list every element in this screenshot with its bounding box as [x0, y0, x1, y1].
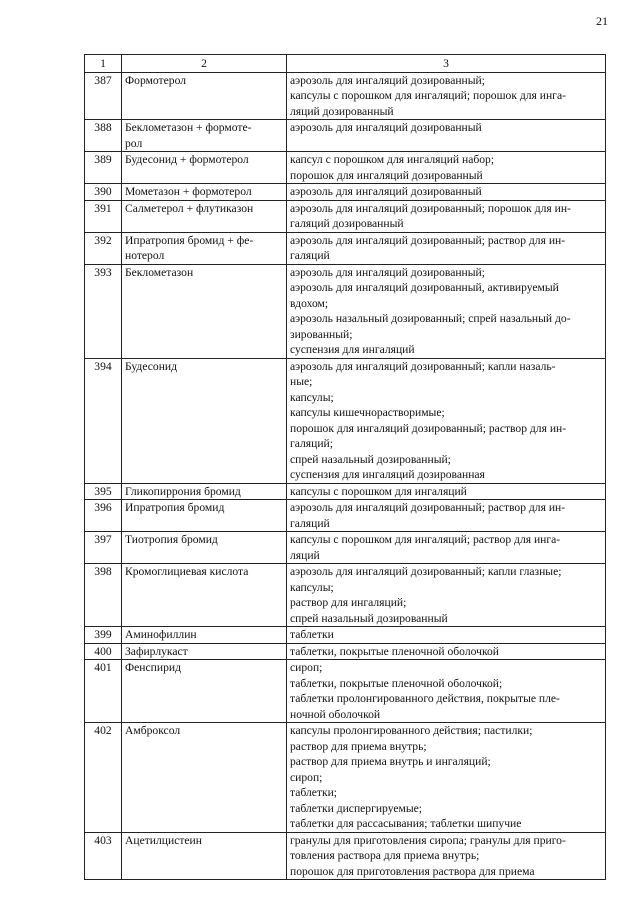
row-number: 399 [85, 627, 122, 644]
row-number: 388 [85, 120, 122, 152]
drug-name-cell [122, 184, 287, 201]
dosage-form-line: таблетки, покрытые пленочной оболочкой; [290, 676, 503, 690]
row-number: 391 [85, 200, 122, 232]
table-row [85, 723, 606, 833]
dosage-form-line: таблетки [290, 628, 334, 641]
table-row [85, 232, 606, 264]
dosage-form-line: капсул с порошком для ингаляций набор; [290, 153, 495, 166]
row-number: 398 [85, 564, 122, 627]
dosage-form-line: капсулы кишечнорастворимые; [290, 406, 445, 419]
drug-name-cell [122, 564, 287, 627]
row-number: 393 [85, 264, 122, 358]
drug-table [84, 54, 606, 880]
dosage-form-line: раствор для приема внутрь; [290, 739, 427, 753]
table-body [85, 72, 606, 880]
dosage-form-line: капсулы с порошком для ингаляций; раствор для инга- [290, 533, 561, 546]
dosage-form-line: ные; [290, 375, 313, 388]
drug-name-line: Беклометазон [125, 265, 194, 279]
dosage-form-line: таблетки пролонгированного действия, покрытые пле- [290, 692, 560, 705]
drug-name-line: Тиотропия бромид [125, 533, 218, 546]
drug-name-line: нотерол [125, 249, 165, 262]
table-row [85, 72, 606, 120]
dosage-form-line: капсулы с порошком для ингаляций [290, 484, 467, 498]
dosage-forms-cell [287, 152, 606, 184]
dosage-forms-cell [287, 500, 606, 532]
dosage-form-line: товления раствора для приема внутрь; [290, 849, 480, 862]
drug-name-line: Зафирлукаст [125, 644, 188, 658]
dosage-forms-cell [287, 120, 606, 152]
dosage-form-line: суспензия для ингаляций [290, 343, 415, 356]
dosage-form-line: таблетки диспергируемые; [290, 801, 422, 815]
dosage-forms-cell [287, 72, 606, 120]
table-row [85, 500, 606, 532]
dosage-form-line: раствор для ингаляций; [290, 596, 407, 609]
dosage-form-line: галяций [290, 516, 330, 530]
drug-name-cell [122, 232, 287, 264]
dosage-forms-cell [287, 358, 606, 483]
dosage-form-line: аэрозоль для ингаляций дозированный, активируемый [290, 281, 559, 294]
dosage-form-line: капсулы; [290, 390, 334, 404]
row-number: 395 [85, 483, 122, 500]
drug-name-line: Аминофиллин [125, 628, 197, 641]
dosage-form-line: аэрозоль для ингаляций дозированный; порошок для ин- [290, 201, 571, 215]
drug-name-line: Амброксол [125, 724, 181, 737]
dosage-forms-cell [287, 564, 606, 627]
dosage-form-line: зированный; [290, 327, 353, 341]
column-header-forms: 3 [287, 55, 606, 73]
table-row [85, 660, 606, 723]
dosage-form-line: спрей назальный дозированный [290, 611, 448, 625]
drug-name-cell [122, 832, 287, 880]
drug-name-cell [122, 72, 287, 120]
row-number: 392 [85, 232, 122, 264]
dosage-form-line: порошок для ингаляций дозированный; раствор для ин- [290, 421, 567, 435]
dosage-form-line: аэрозоль для ингаляций дозированный; [290, 73, 485, 87]
dosage-form-line: сироп; [290, 661, 323, 674]
table-row [85, 184, 606, 201]
table-header-row [85, 55, 606, 73]
dosage-form-line: аэрозоль для ингаляций дозированный; капли назаль- [290, 359, 556, 373]
dosage-forms-cell [287, 532, 606, 564]
table-row [85, 120, 606, 152]
drug-name-line: Будесонид [125, 359, 178, 373]
dosage-form-line: таблетки для рассасывания; таблетки шипучие [290, 817, 522, 830]
table-row [85, 832, 606, 880]
dosage-forms-cell [287, 832, 606, 880]
dosage-forms-cell [287, 660, 606, 723]
row-number: 403 [85, 832, 122, 880]
row-number: 390 [85, 184, 122, 201]
drug-name-line: Салметерол + флутиказон [125, 201, 254, 215]
drug-name-cell [122, 643, 287, 660]
drug-name-cell [122, 627, 287, 644]
row-number: 397 [85, 532, 122, 564]
drug-name-line: рол [125, 136, 143, 150]
table-row [85, 627, 606, 644]
table-row [85, 200, 606, 232]
dosage-form-line: спрей назальный дозированный; [290, 452, 451, 466]
drug-name-line: Будесонид + формотерол [125, 153, 249, 166]
row-number: 387 [85, 72, 122, 120]
drug-name-line: Формотерол [125, 73, 186, 87]
dosage-forms-cell [287, 723, 606, 833]
dosage-form-line: сироп; [290, 770, 323, 784]
dosage-form-line: таблетки, покрытые пленочной оболочкой [290, 644, 499, 658]
dosage-form-line: ляций [290, 548, 320, 562]
table-row [85, 358, 606, 483]
dosage-forms-cell [287, 643, 606, 660]
dosage-form-line: капсулы; [290, 580, 334, 594]
dosage-forms-cell [287, 264, 606, 358]
dosage-form-line: галяций дозированный [290, 217, 404, 230]
table-row [85, 643, 606, 660]
dosage-form-line: аэрозоль для ингаляций дозированный; капли глазные; [290, 565, 562, 578]
table-row [85, 532, 606, 564]
dosage-form-line: галяций [290, 249, 330, 262]
dosage-form-line: порошок для приготовления раствора для приема [290, 864, 535, 878]
column-header-number: 1 [85, 55, 122, 73]
drug-name-line: Ацетилцистеин [125, 833, 202, 847]
dosage-forms-cell [287, 232, 606, 264]
column-header-name: 2 [122, 55, 287, 73]
drug-name-line: Кромоглициевая кислота [125, 565, 249, 578]
dosage-form-line: капсулы пролонгированного действия; пастилки; [290, 724, 533, 737]
dosage-form-line: аэрозоль для ингаляций дозированный [290, 185, 482, 198]
drug-name-line: Ипратропия бромид + фе- [125, 233, 254, 247]
table-row [85, 483, 606, 500]
row-number: 402 [85, 723, 122, 833]
dosage-form-line: аэрозоль назальный дозированный; спрей назальный до- [290, 312, 571, 325]
dosage-form-line: гранулы для приготовления сиропа; гранулы для приго- [290, 833, 566, 847]
table-row [85, 152, 606, 184]
dosage-form-line: аэрозоль для ингаляций дозированный; раствор для ин- [290, 233, 566, 247]
row-number: 396 [85, 500, 122, 532]
table-row [85, 564, 606, 627]
dosage-form-line: суспензия для ингаляций дозированная [290, 468, 485, 481]
drug-name-cell [122, 264, 287, 358]
dosage-forms-cell [287, 627, 606, 644]
drug-name-cell [122, 200, 287, 232]
drug-name-cell [122, 120, 287, 152]
drug-name-cell [122, 358, 287, 483]
drug-name-cell [122, 152, 287, 184]
dosage-forms-cell [287, 200, 606, 232]
dosage-form-line: капсулы с порошком для ингаляций; порошок для инга- [290, 89, 566, 102]
row-number: 389 [85, 152, 122, 184]
drug-name-line: Мометазон + формотерол [125, 185, 252, 198]
dosage-forms-cell [287, 483, 606, 500]
row-number: 394 [85, 358, 122, 483]
dosage-form-line: раствор для приема внутрь и ингаляций; [290, 755, 491, 768]
dosage-form-line: ночной оболочкой [290, 707, 381, 721]
dosage-form-line: таблетки; [290, 786, 338, 799]
drug-name-line: Фенспирид [125, 661, 181, 674]
dosage-form-line: аэрозоль для ингаляций дозированный [290, 121, 482, 134]
drug-name-cell [122, 500, 287, 532]
drug-name-line: Гликопиррония бромид [125, 484, 241, 498]
dosage-form-line: порошок для ингаляций дозированный [290, 168, 483, 182]
drug-name-line: Ипратропия бромид [125, 501, 225, 514]
table-row [85, 264, 606, 358]
dosage-form-line: аэрозоль для ингаляций дозированный; раствор для ин- [290, 501, 566, 514]
drug-name-cell [122, 483, 287, 500]
drug-name-line: Беклометазон + формоте- [125, 121, 252, 134]
dosage-forms-cell [287, 184, 606, 201]
dosage-form-line: аэрозоль для ингаляций дозированный; [290, 265, 485, 279]
dosage-form-line: вдохом; [290, 296, 329, 310]
dosage-form-line: галяций; [290, 437, 333, 450]
drug-name-cell [122, 723, 287, 833]
row-number: 401 [85, 660, 122, 723]
page-number: 21 [596, 14, 608, 28]
drug-name-cell [122, 532, 287, 564]
drug-name-cell [122, 660, 287, 723]
dosage-form-line: ляций дозированный [290, 104, 394, 118]
row-number: 400 [85, 643, 122, 660]
